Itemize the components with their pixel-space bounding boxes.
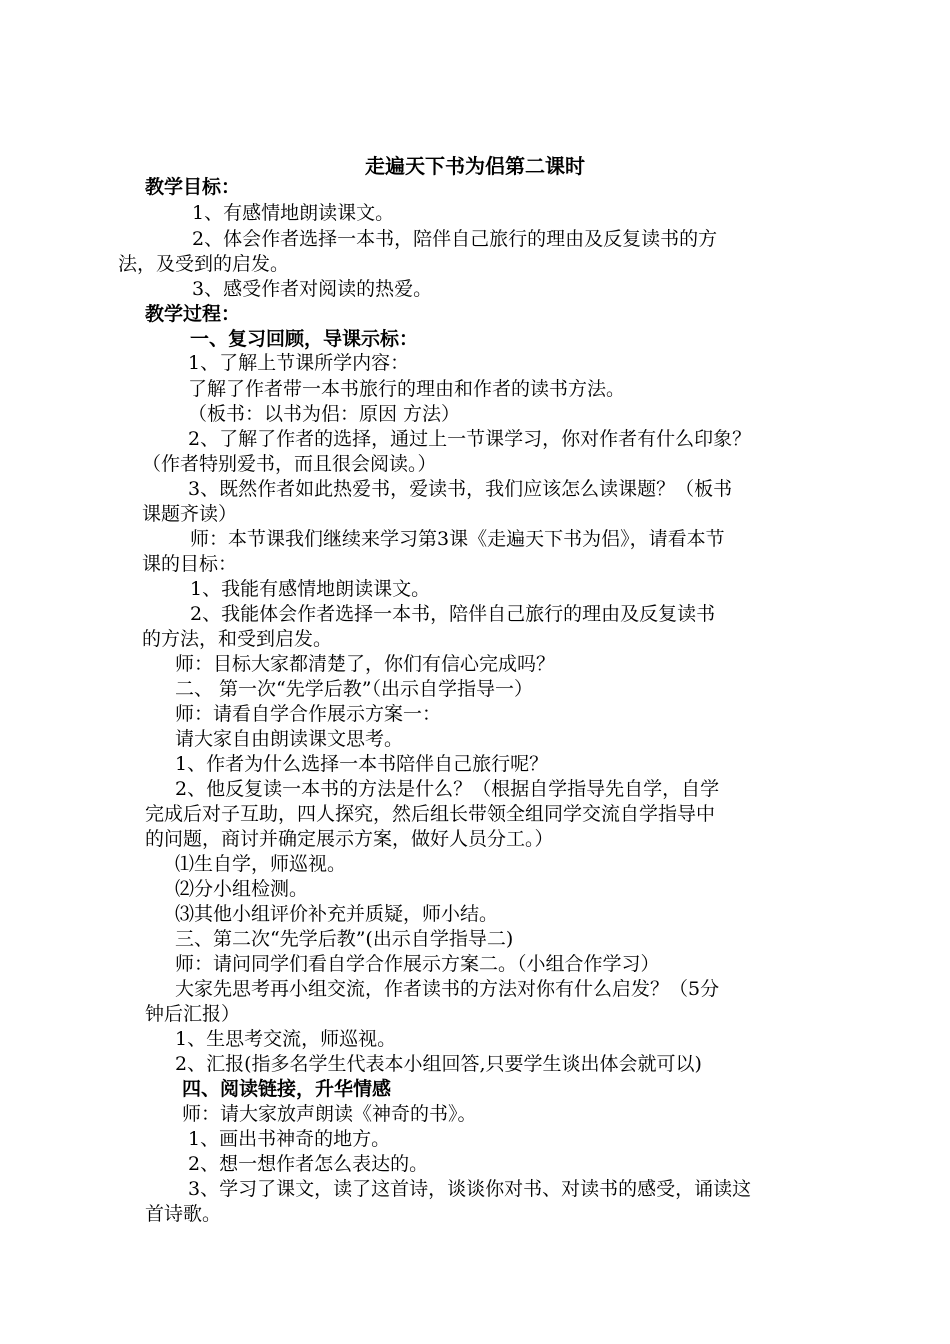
text-line: 二、 第一次“先学后教”（出示自学指导一） — [175, 678, 533, 700]
text-line: 完成后对子互助，四人探究，然后组长带领全组同学交流自学指导中 — [145, 803, 716, 825]
text-line: 2、我能体会作者选择一本书，陪伴自己旅行的理由及反复读书 — [190, 603, 716, 625]
text-line: 大家先思考再小组交流，作者读书的方法对你有什么启发？（5分 — [175, 978, 720, 1000]
text-line: 师：目标大家都清楚了，你们有信心完成吗？ — [175, 653, 556, 675]
text-line: 1、作者为什么选择一本书陪伴自己旅行呢？ — [175, 753, 549, 775]
text-line: 3、既然作者如此热爱书，爱读书，我们应该怎么读课题？（板书 — [188, 478, 733, 500]
text-line: 3、感受作者对阅读的热爱。 — [192, 278, 433, 300]
text-line: （作者特别爱书，而且很会阅读。） — [142, 453, 437, 475]
text-line: 师：请看自学合作展示方案一： — [175, 703, 442, 725]
text-line: 1、生思考交流，师巡视。 — [175, 1028, 397, 1050]
text-line: ⑶其他小组评价补充并质疑，师小结。 — [175, 903, 499, 925]
text-line: 法，及受到的启发。 — [118, 253, 290, 275]
text-line: （板书：以书为侣：原因 方法） — [188, 403, 461, 425]
text-line: 三、第二次“先学后教”(出示自学指导二) — [175, 928, 514, 950]
text-line: 1、画出书神奇的地方。 — [188, 1128, 391, 1150]
text-line: 2、汇报(指多名学生代表本小组回答,只要学生谈出体会就可以) — [175, 1053, 702, 1075]
text-line: 课题齐读） — [142, 503, 238, 525]
text-line: 2、了解了作者的选择，通过上一节课学习，你对作者有什么印象？ — [188, 428, 752, 450]
text-line: 课的目标： — [142, 553, 238, 575]
section-heading: 教学过程： — [145, 303, 241, 325]
text-line: 首诗歌。 — [145, 1203, 222, 1225]
section-heading: 教学目标： — [145, 176, 241, 198]
text-line: 师：请问同学们看自学合作展示方案二。（小组合作学习） — [175, 953, 660, 975]
text-line: 师：请大家放声朗读《神奇的书》。 — [182, 1103, 477, 1125]
text-line: 2、他反复读一本书的方法是什么？（根据自学指导先自学，自学 — [175, 778, 720, 800]
text-line: 的方法，和受到启发。 — [142, 628, 333, 650]
text-line: 2、体会作者选择一本书，陪伴自己旅行的理由及反复读书的方 — [192, 228, 718, 250]
text-line: 1、我能有感情地朗读课文。 — [190, 578, 431, 600]
text-line: ⑴生自学，师巡视。 — [175, 853, 347, 875]
document-title: 走遍天下书为侣第二课时 — [365, 154, 585, 178]
text-line: 了解了作者带一本书旅行的理由和作者的读书方法。 — [188, 378, 626, 400]
text-line: 钟后汇报） — [145, 1003, 241, 1025]
section-heading: 一、复习回顾，导课示标： — [190, 328, 419, 350]
text-line: 2、想一想作者怎么表达的。 — [188, 1153, 429, 1175]
section-heading: 四、阅读链接，升华情感 — [182, 1078, 392, 1100]
text-line: 1、有感情地朗读课文。 — [192, 202, 395, 224]
text-line: ⑵分小组检测。 — [175, 878, 309, 900]
text-line: 的问题，商讨并确定展示方案，做好人员分工。） — [145, 828, 554, 850]
text-line: 请大家自由朗读课文思考。 — [175, 728, 404, 750]
text-line: 师：本节课我们继续来学习第3课《走遍天下书为侣》，请看本节 — [190, 528, 725, 550]
text-line: 3、学习了课文，读了这首诗，谈谈你对书、对读书的感受，诵读这 — [188, 1178, 752, 1200]
text-line: 1、了解上节课所学内容： — [188, 352, 410, 374]
